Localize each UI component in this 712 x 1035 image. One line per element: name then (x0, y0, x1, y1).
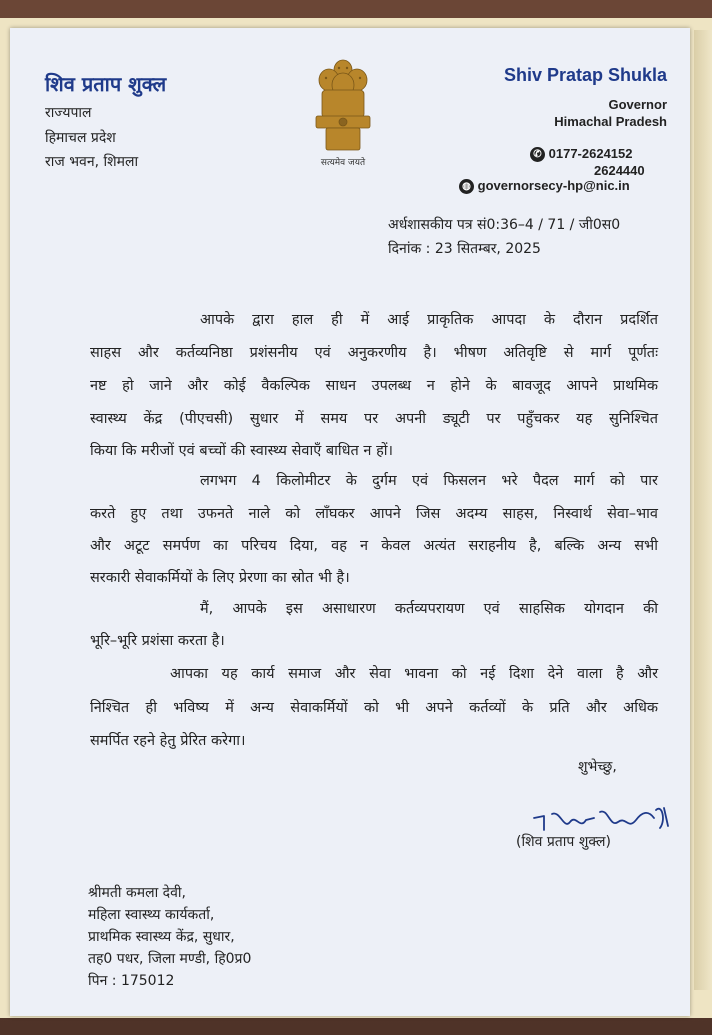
signatory-name: (शिव प्रताप शुक्ल) (516, 834, 611, 850)
sender-state-hindi: हिमाचल प्रदेश (45, 130, 116, 146)
sender-state-english: Himachal Pradesh (554, 114, 667, 129)
addressee-line: तह0 पधर, जिला मण्डी, हि0प्र0 (88, 951, 252, 967)
national-emblem-icon (308, 50, 378, 170)
body-line: लगभग 4 किलोमीटर के दुर्गम एवं फिसलन भरे पैदल मार्ग को पार (200, 473, 658, 489)
reference-number: अर्धशासकीय पत्र सं0:36–4 / 71 / जी0स0 (388, 217, 621, 233)
closing-salutation: शुभेच्छु, (578, 759, 617, 775)
globe-icon: ◍ (459, 179, 474, 194)
phone-row (530, 146, 632, 162)
sender-title-english: Governor (608, 97, 667, 112)
email-row (459, 178, 630, 194)
addressee-pin: पिन : 175012 (88, 973, 175, 989)
body-line: करते हुए तथा उफनते नाले को लाँघकर आपने जिस अदम्य साहस, निस्वार्थ सेवा–भाव (90, 506, 658, 522)
phone-number-1: 0177-2624152 (548, 146, 633, 161)
body-line: भूरि–भूरि प्रशंसा करता है। (90, 633, 225, 649)
body-line: मैं, आपके इस असाधारण कर्तव्यपरायण एवं साहसिक योगदान की (200, 601, 658, 617)
body-line: सरकारी सेवाकर्मियों के लिए प्रेरणा का स्रोत भी है। (90, 570, 350, 586)
folder-edge (694, 30, 712, 990)
body-line: साहस और कर्तव्यनिष्ठा प्रशंसनीय एवं अनुकरणीय है। भीषण अतिवृष्टि से मार्ग पूर्णतः (90, 345, 658, 361)
body-line: और अटूट समर्पण का परिचय दिया, वह न केवल अत्यंत सराहनीय है, बल्कि अन्य सभी (90, 538, 658, 554)
body-line: आपका यह कार्य समाज और सेवा भावना को नई दिशा देने वाला है और (170, 666, 658, 682)
body-line: स्वास्थ्य केंद्र (पीएचसी) सुधार में समय पर अपनी ड्यूटी पर पहुँचकर यह सुनिश्चित (90, 411, 658, 427)
sender-name-hindi: शिव प्रताप शुक्ल (45, 72, 167, 96)
emblem-motto: सत्यमेव जयते (320, 158, 366, 168)
sender-name-english: Shiv Pratap Shukla (503, 65, 667, 85)
email-address: governorsecy-hp@nic.in (477, 178, 630, 193)
phone-number-2: 2624440 (594, 163, 645, 178)
addressee-line: श्रीमती कमला देवी, (88, 885, 186, 901)
body-line: आपके द्वारा हाल ही में आई प्राकृतिक आपदा के दौरान प्रदर्शित (200, 312, 658, 328)
body-line: समर्पित रहने हेतु प्रेरित करेगा। (90, 733, 246, 749)
addressee-line: महिला स्वास्थ्य कार्यकर्ता, (88, 907, 215, 923)
phone-icon: ✆ (530, 147, 545, 162)
body-line: किया कि मरीजों एवं बच्चों की स्वास्थ्य सेवाएँ बाधित न हों। (90, 443, 394, 459)
letter-date: दिनांक : 23 सितम्बर, 2025 (388, 241, 541, 257)
body-line: निश्चित ही भविष्य में अन्य सेवाकर्मियों को भी अपने कर्तव्यों के प्रति और अधिक (90, 700, 658, 716)
sender-title-hindi: राज्यपाल (45, 105, 92, 121)
addressee-line: प्राथमिक स्वास्थ्य केंद्र, सुधार, (88, 929, 235, 945)
body-line: नष्ट हो जाने और कोई वैकल्पिक साधन उपलब्ध न होने के बावजूद आपने प्राथमिक (90, 378, 658, 394)
sender-office-hindi: राज भवन, शिमला (45, 154, 139, 170)
